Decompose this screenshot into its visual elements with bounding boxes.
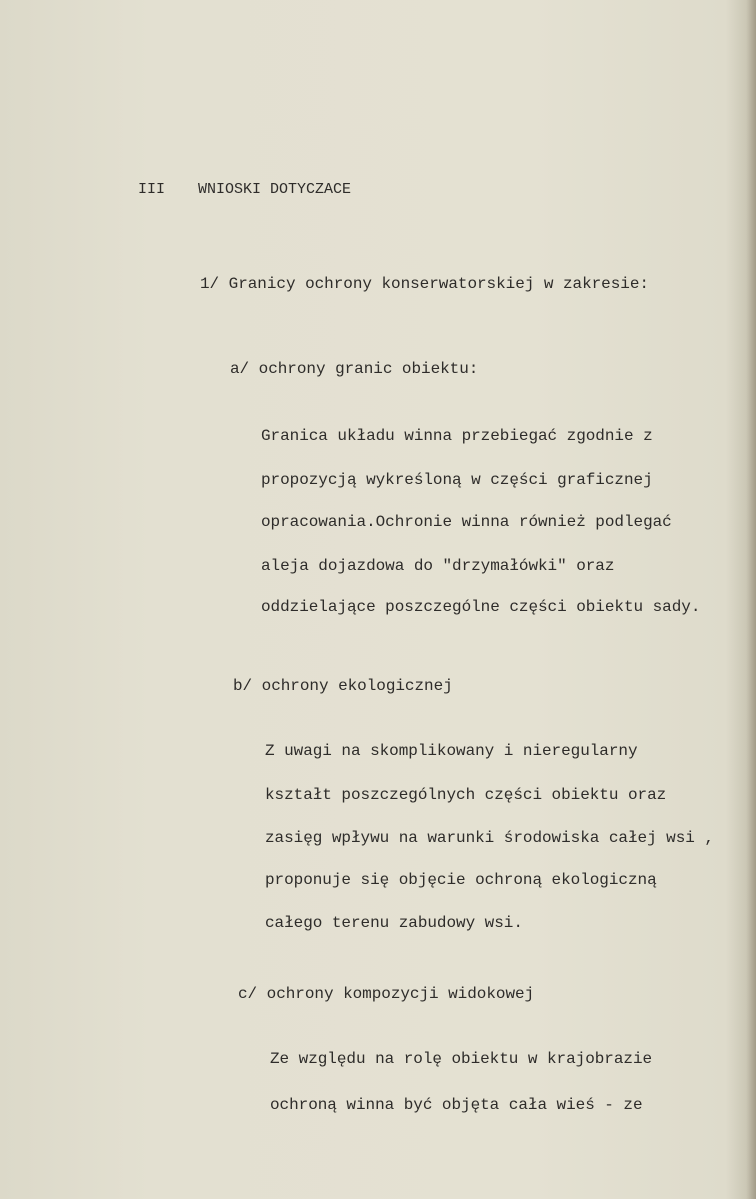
subsection-a-line: Granica układu winna przebiegać zgodnie z [261, 427, 653, 445]
subsection-c-title: c/ ochrony kompozycji widokowej [238, 985, 535, 1003]
subsection-a-line: aleja dojazdowa do "drzymałówki" oraz [261, 557, 615, 575]
subsection-a-line: oddzielające poszczególne części obiektu sady. [261, 598, 701, 616]
subsection-c-line: Ze względu na rolę obiektu w krajobrazie [270, 1050, 653, 1068]
page-edge-shadow [746, 0, 756, 1199]
subsection-a-line: propozycją wykreśloną w części graficznej [261, 471, 653, 489]
subsection-b-line: proponuje się objęcie ochroną ekologiczną [265, 871, 657, 889]
subsection-b-line: Z uwagi na skomplikowany i nieregularny [265, 742, 638, 760]
subsection-a-line: opracowania.Ochronie winna również podlegać [261, 513, 672, 531]
page-heading: WNIOSKI DOTYCZACE [198, 181, 352, 198]
subsection-a-title: a/ ochrony granic obiektu: [230, 360, 479, 378]
subsection-b-title: b/ ochrony ekologicznej [233, 677, 453, 695]
subsection-b-line: całego terenu zabudowy wsi. [265, 914, 523, 932]
section-number: III [138, 181, 166, 198]
subsection-b-line: zasięg wpływu na warunki środowiska całej wsi , [265, 829, 714, 847]
section-1-title: 1/ Granicy ochrony konserwatorskiej w zakresie: [200, 275, 649, 293]
subsection-b-line: kształt poszczególnych części obiektu oraz [265, 786, 667, 804]
subsection-c-line: ochroną winna być objęta cała wieś - ze [270, 1096, 643, 1114]
